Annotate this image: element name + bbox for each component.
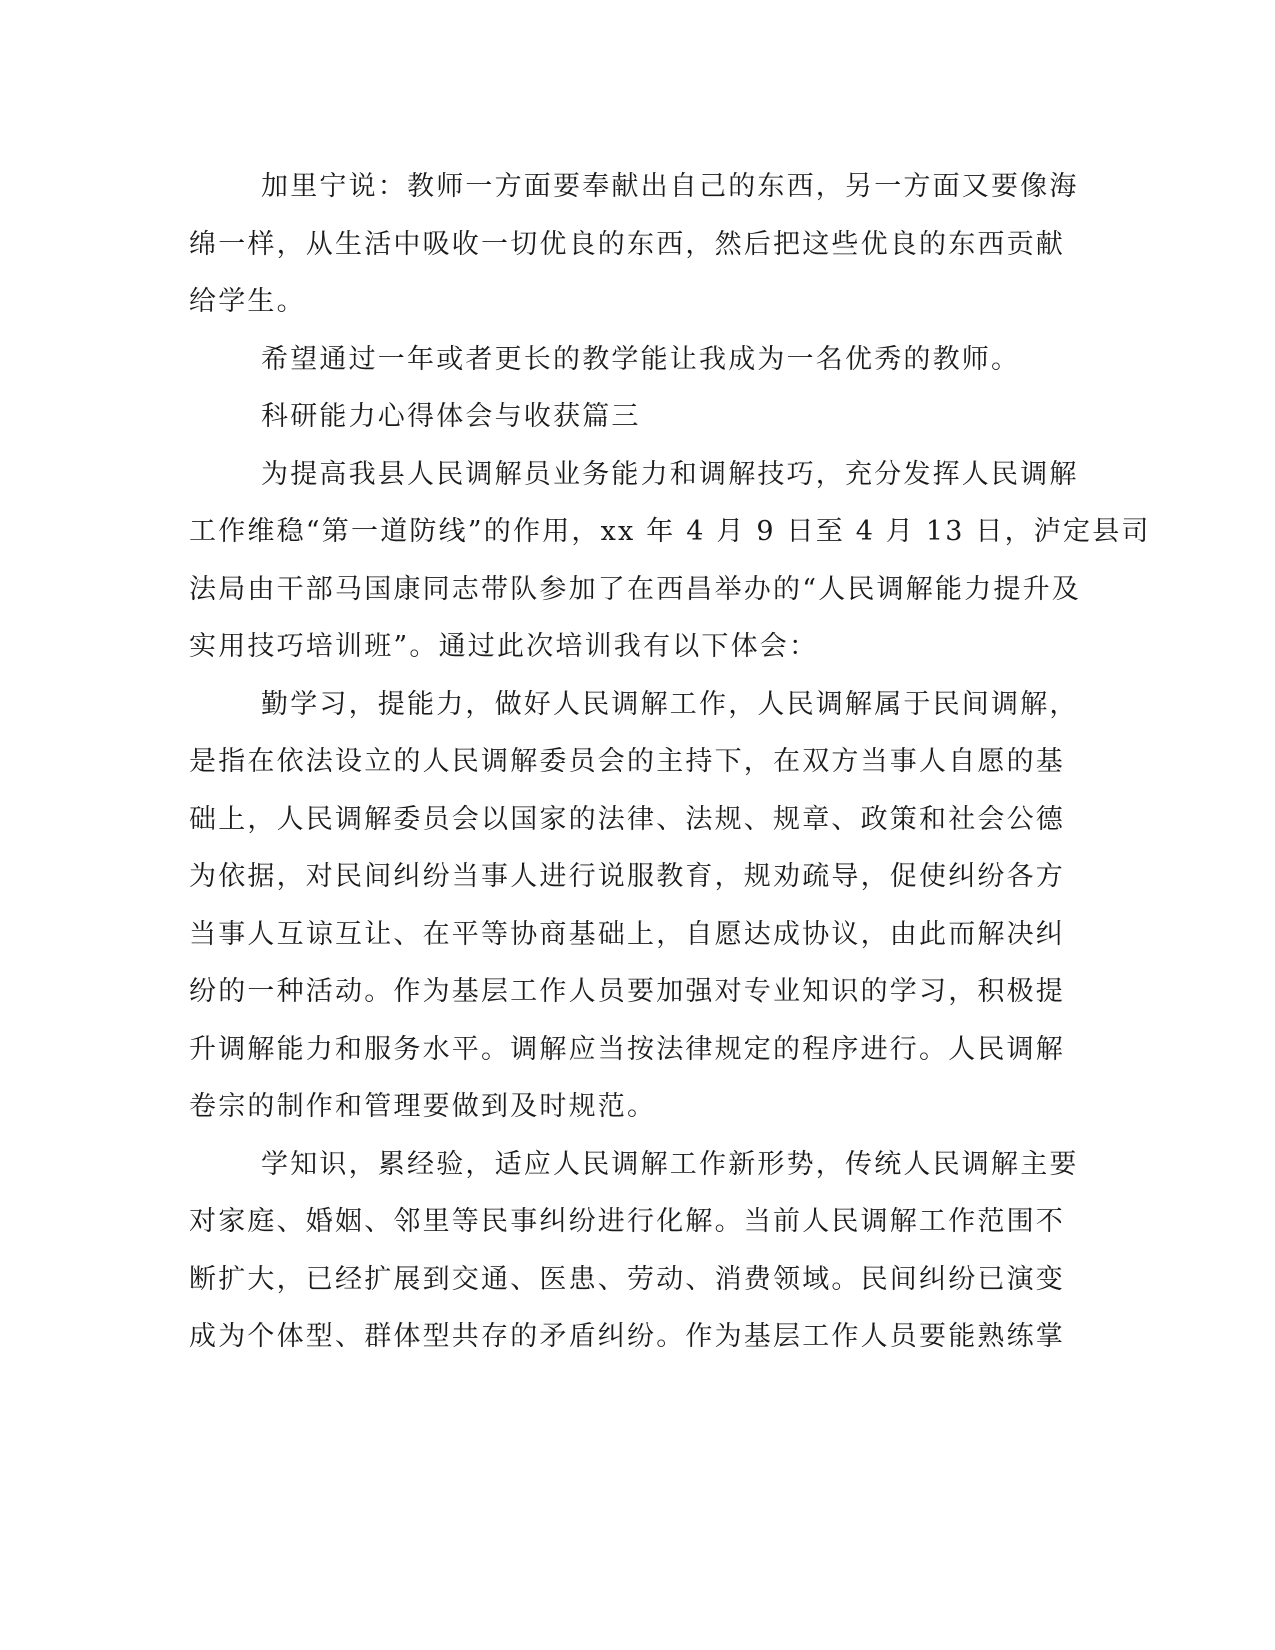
paragraph-line: 绵一样，从生活中吸收一切优良的东西，然后把这些优良的东西贡献 [189, 228, 1065, 260]
paragraph-line: 对家庭、婚姻、邻里等民事纠纷进行化解。当前人民调解工作范围不 [189, 1206, 1065, 1237]
document-body [189, 158, 1151, 1366]
paragraph-line: 为依据，对民间纠纷当事人进行说服教育，规劝疏导，促使纠纷各方 [189, 861, 1065, 892]
paragraph-line: 是指在依法设立的人民调解委员会的主持下，在双方当事人自愿的基 [189, 746, 1065, 777]
paragraph-line: 卷宗的制作和管理要做到及时规范。 [189, 1091, 657, 1122]
paragraph-line: 工作维稳“第一道防线”的作用，xx 年 4 月 9 日至 4 月 13 日，泸定县司 [189, 516, 1151, 547]
paragraph-first-line: 为提高我县人民调解员业务能力和调解技巧，充分发挥人民调解 [261, 458, 1079, 490]
paragraph-first-line: 学知识，累经验，适应人民调解工作新形势，传统人民调解主要 [261, 1148, 1079, 1180]
paragraph-line: 当事人互谅互让、在平等协商基础上，自愿达成协议，由此而解决纠 [189, 918, 1065, 950]
paragraph-first-line: 勤学习，提能力，做好人民调解工作，人民调解属于民间调解， [261, 688, 1079, 720]
paragraph-line: 升调解能力和服务水平。调解应当按法律规定的程序进行。人民调解 [189, 1033, 1065, 1065]
paragraph-line: 础上，人民调解委员会以国家的法律、法规、规章、政策和社会公德 [189, 803, 1065, 835]
paragraph-first-line: 科研能力心得体会与收获篇三 [261, 401, 641, 432]
paragraph-line: 断扩大，已经扩展到交通、医患、劳动、消费领域。民间纠纷已演变 [189, 1263, 1065, 1295]
paragraph-first-line: 加里宁说：教师一方面要奉献出自己的东西，另一方面又要像海 [261, 171, 1079, 202]
paragraph-line: 纷的一种活动。作为基层工作人员要加强对专业知识的学习，积极提 [189, 976, 1065, 1007]
paragraph-line: 法局由干部马国康同志带队参加了在西昌举办的“人民调解能力提升及 [189, 573, 1082, 605]
paragraph-first-line: 希望通过一年或者更长的教学能让我成为一名优秀的教师。 [261, 343, 1021, 375]
paragraph-line: 实用技巧培训班”。通过此次培训我有以下体会： [189, 631, 819, 662]
paragraph-line: 给学生。 [189, 286, 306, 317]
paragraph-line: 成为个体型、群体型共存的矛盾纠纷。作为基层工作人员要能熟练掌 [189, 1321, 1065, 1352]
